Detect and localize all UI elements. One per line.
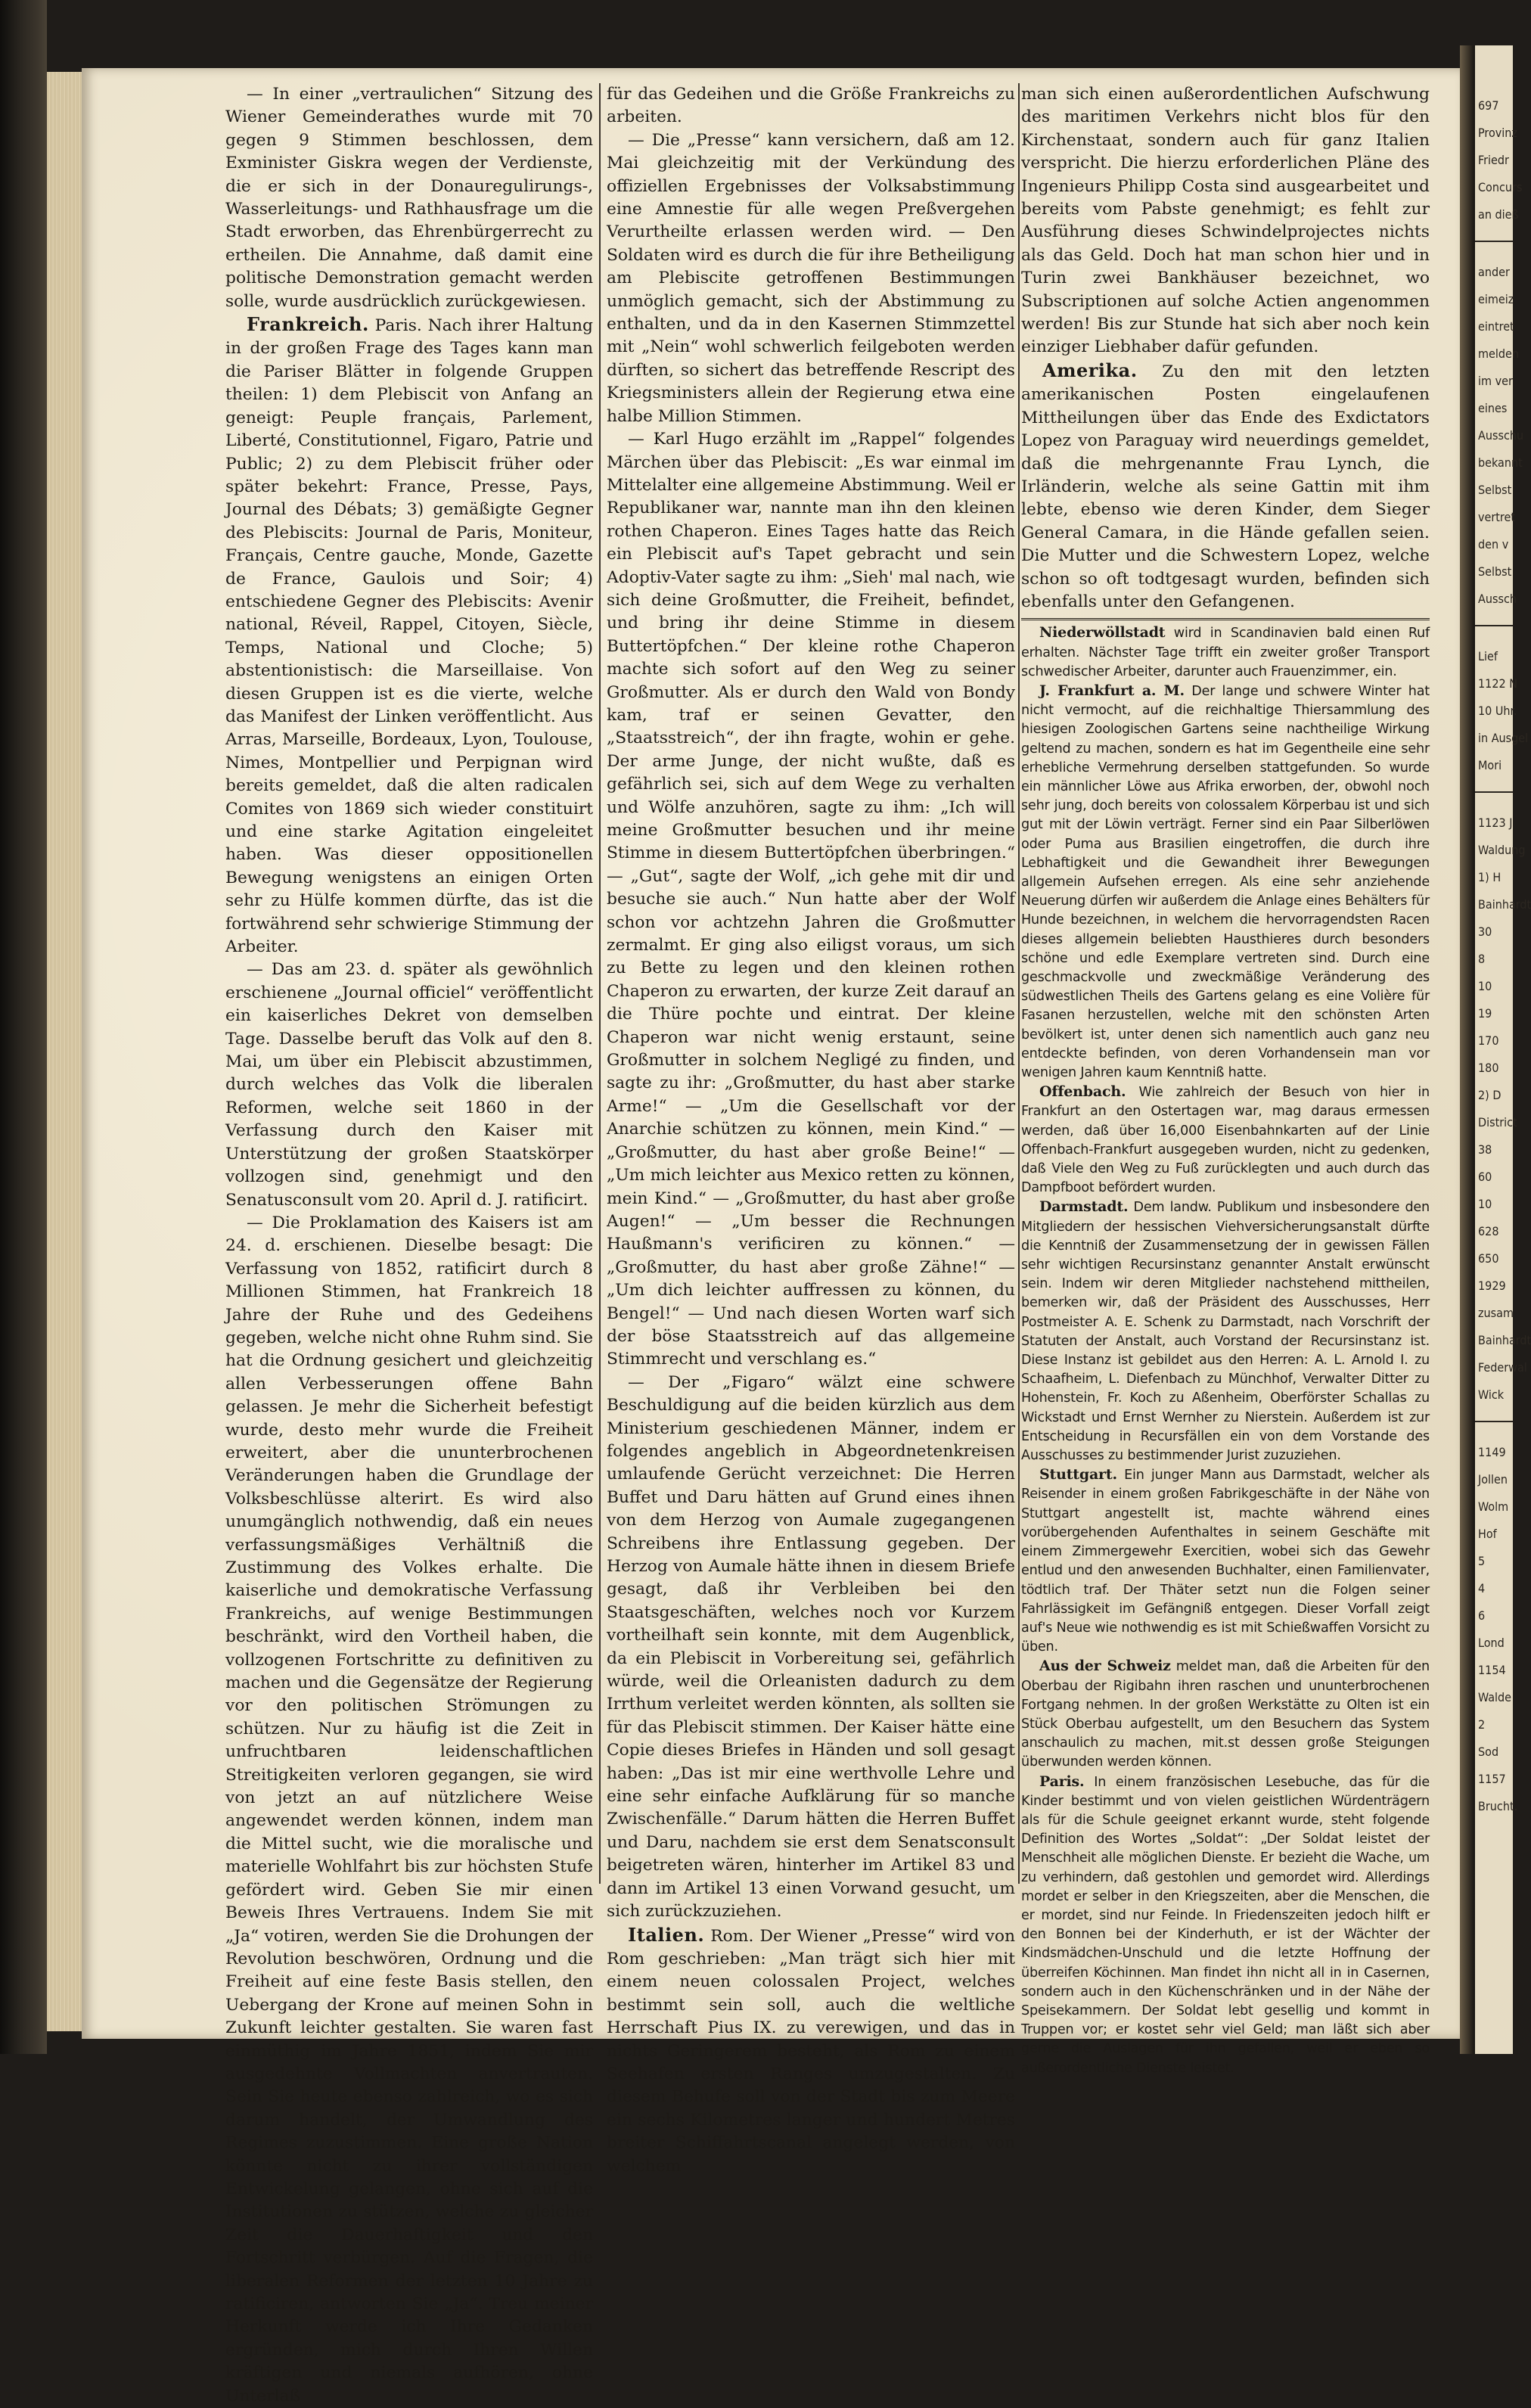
page-gutter	[1460, 45, 1475, 2054]
fragment-text: Wick	[1478, 1387, 1505, 1402]
fragment-text: 1929	[1478, 1279, 1506, 1293]
section-heading: Italien.	[628, 1923, 705, 1946]
fragment-text: 1149	[1478, 1445, 1506, 1459]
fragment-text: 10	[1478, 1197, 1492, 1211]
fragment-text: an dieß	[1478, 207, 1519, 222]
col3_small-paragraph	[1021, 1657, 1430, 1772]
fragment-text: Hof	[1478, 1527, 1497, 1541]
paragraph-text: — Die „Presse“ kann versichern, daß am 12. Mai gleichzeitig mit der Verkündung des offiziellen Ergebnisses der Volksabstimmung eine Amnestie für alle wegen Preßvergehen Verurtheilte erlassen werden wird. — Den Soldaten wird es durch die für ihre Betheiligung am Plebiscite getroffenen Bestimmungen unmöglich gemacht, sich der Abstimmung zu enthalten, und da in den Kasernen Stimmzettel mit „Nein“ wohl schwerlich feilgeboten werden dürften, so sichert das betreffende Rescript des Kriegsministers allein der Regierung etwa eine halbe Million Stimmen.	[607, 130, 1015, 426]
fragment-text: 1123 J	[1478, 816, 1513, 830]
section-heading: Darmstadt.	[1039, 1198, 1129, 1216]
paragraph-text: — Das am 23. d. später als gewöhnlich erschienene „Journal officiel“ veröffentlicht ein kaiserliches Dekret von demselben Tage. Dasselbe beruft das Volk auf den 8. Mai, um über ein Plebiscit abzustimmen, durch welches das Volk die liberalen Reformen, welche seit 1860 in der Verfassung durch den Kaiser mit Unterstützung der großen Staatskörper vollzogen sind, genehmigt und den Senatusconsult vom 20. April d. J. ratificirt.	[225, 960, 593, 1210]
fragment-rule	[1475, 625, 1513, 626]
fragment-text: den v	[1478, 537, 1509, 552]
fragment-text: Waldung	[1478, 843, 1526, 857]
paragraph-text: — In einer „vertraulichen“ Sitzung des Wiener Gemeinderathes wurde mit 70 gegen 9 Stimmen beschlossen, dem Exminister Giskra wegen der Verdienste, die er sich in der Donauregulirungs-, Wasserleitungs- und Rathhausfrage um die Stadt erworben, das Ehrenbürgerrecht zu ertheilen. Die Annahme, daß damit eine politische Demonstration gemacht werden solle, wurde ausdrücklich zurückgewiesen.	[225, 85, 593, 311]
fragment-text: 1154	[1478, 1663, 1506, 1677]
adjacent-page-fragment	[1475, 45, 1531, 2054]
col2-paragraph	[607, 1372, 1015, 1924]
fragment-rule	[1475, 791, 1513, 793]
fragment-text: 2) D	[1478, 1088, 1501, 1102]
fragment-text: Ausschu	[1478, 428, 1524, 443]
fragment-text: vertret	[1478, 510, 1515, 524]
fragment-text: Brucht.	[1478, 1799, 1518, 1813]
fragment-text: 1122 N	[1478, 676, 1517, 691]
col1-paragraph	[225, 313, 593, 959]
fragment-text: eines	[1478, 401, 1508, 415]
fragment-text: eimeiz	[1478, 292, 1514, 306]
col3_small-paragraph	[1021, 1773, 1430, 2078]
paragraph-text: — Der „Figaro“ wälzt eine schwere Beschuldigung auf die beiden kürzlich aus dem Ministerium geschiedenen Männer, indem er folgendes angeblich in Abgeordnetenkreisen umlaufende Gerücht verzeichnet: Die Herren Buffet und Daru hätten auf Grund eines ihnen von dem Herzog von Aumale zugegangenen Schreibens ihre Entlassung gegeben. Der Herzog von Aumale hätte ihnen in diesem Briefe gesagt, daß ihr Verbleiben bei den Staatsgeschäften, welches noch vor Kurzem vortheilhaft sein konnte, mit dem Augenblick, da ein Plebiscit in Vorbereitung sei, gefährlich würde, weil die Orleanisten dadurch zu dem Irrthum verleitet werden könnten, als sollten sie für das Plebiscit stimmen. Der Kaiser hätte eine Copie dieses Briefes in Händen und soll gesagt haben: „Das ist mir eine werthvolle Lehre und eine sehr einfache Aufklärung für so manche Zwischenfälle.“ Darum hätten die Herren Buffet und Daru, nachdem sie erst dem Senatsconsult beigetreten wären, hinterher im Artikel 83 und dann im Artikel 13 einen Vorwand gesucht, um sich zurückzuziehen.	[607, 1372, 1015, 1922]
col2-paragraph	[607, 1924, 1015, 2178]
column-1	[225, 83, 593, 2406]
fragment-text: in Ausgel	[1478, 731, 1529, 745]
fragment-text: Federwal	[1478, 1360, 1527, 1375]
book-binding	[0, 0, 47, 2054]
paragraph-text: — Karl Hugo erzählt im „Rappel“ folgendes Märchen über das Plebiscit: „Es war einmal im Mittelalter eine allgemeine Abstimmung. Weil er Republikaner war, nannte man ihn den kleinen rothen Chaperon. Eines Tages hatte das Reich ein Plebiscit auf's Tapet gebracht und sein Adoptiv-Vater sagte zu ihm: „Sieh' mal nach, wie sich deine Großmutter, die Freiheit, befindet, und bring ihr deine Stimme in diesem Buttertöpfchen.“ Der kleine rothe Chaperon machte sich sofort auf den Weg zu seiner Großmutter. Als er durch den Wald von Bondy kam, traf er seinen Gevatter, den „Staatsstreich“, der ihn fragte, wohin er gehe. Der arme Junge, der nicht wußte, daß es gefährlich sei, sich auf dem Wege zu verhalten und Wölfe anzuhören, sagte zu ihm: „Ich will meine Großmutter besuchen und ihr meine Stimme in diesem Buttertöpfchen überbringen.“ — „Gut“, sagte der Wolf, „ich gehe mit dir und besuche sie auch.“ Nun hatte aber der Wolf schon vor achtzehn Jahren die Großmutter zermalmt. Er ging also eiligst voraus, um sich zu Bette zu legen und den kleinen rothen Chaperon zu erwarten, der kurze Zeit darauf an die Thüre pochte und eintrat. Der kleine Chaperon war nicht wenig erstaunt, seine Großmutter in solchem Negligé zu finden, und sagte zu ihr: „Großmutter, du hast aber starke Arme!“ — „Um die Gesellschaft vor der Anarchie schützen zu können, mein Kind.“ — „Großmutter, du hast aber große Beine!“ — „Um mich leichter aus Mexico retten zu können, mein Kind.“ — „Großmutter, du hast aber große Augen!“ — „Um besser die Rechnungen Haußmann's verificiren zu können.“ — „Großmutter, du hast aber große Zähne!“ — „Um dich leichter auffressen zu können, du Bengel!“ — Und nach diesen Worten warf sich der böse Staatsstreich auf das allgemeine Stimmrecht und verschlang es.“	[607, 430, 1015, 1369]
fragment-text: 2	[1478, 1717, 1486, 1732]
paragraph-text: meldet man, daß die Arbeiten für den Oberbau der Rigibahn ihren raschen und ununterbrochenen Fortgang nehmen. In der großen Werkstätte zu Olten ist ein Stück Oberbau aufgestellt, um den Besuchern das System anschaulich zu machen, mit.st dessen große Steigungen überwunden werden können.	[1021, 1659, 1430, 1770]
column-2	[607, 83, 1015, 2176]
paragraph-text: Ein junger Mann aus Darmstadt, welcher als Reisender in einem großen Fabrikgeschäfte in der Nähe von Stuttgart angestellt ist, machte während eines vorübergehenden Aufenthaltes in seinem Geschäfte mit einem Zimmergewehr Exercitien, wobei sich das Gewehr entlud und den anwesenden Buchhalter, einen Familienvater, tödtlich traf. Der Thäter setzt nun die Folgen seiner Fahrlässigkeit im Gefängniß entgegen. Dieser Vorfall zeigt auf's Neue wie nothwendig es ist mit Schießwaffen Vorsicht zu üben.	[1021, 1468, 1430, 1655]
column-divider-2	[1018, 83, 1020, 1884]
paragraph-text: Wie zahlreich der Besuch von hier in Frankfurt an den Ostertagen war, mag daraus ermessen werden, daß über 16,000 Eisenbahnkarten auf der Linie Offenbach-Frankfurt ausgegeben wurden, nicht zu gedenken, daß Viele den Weg zu Fuß zurücklegten und auch durch das Dampfboot befördert wurden.	[1021, 1085, 1430, 1196]
col2-paragraph	[607, 129, 1015, 428]
fragment-text: 1) H	[1478, 870, 1501, 884]
col3_small-paragraph	[1021, 623, 1430, 682]
fragment-text: Provinz	[1478, 126, 1517, 140]
fragment-text: Wolm	[1478, 1499, 1509, 1514]
fragment-text: Lond	[1478, 1636, 1505, 1650]
paragraph-text: für das Gedeihen und die Größe Frankreichs zu arbeiten.	[607, 85, 1015, 127]
fragment-text: 60	[1478, 1170, 1492, 1184]
col3_small-paragraph	[1021, 1198, 1430, 1465]
section-separator	[1021, 618, 1430, 620]
fragment-text: zusam	[1478, 1306, 1514, 1320]
fragment-text: 650	[1478, 1251, 1499, 1266]
col3_small-paragraph	[1021, 682, 1430, 1083]
fragment-text: ander	[1478, 265, 1510, 279]
fragment-text: 10 Uhr.	[1478, 704, 1517, 718]
paragraph-text: wird in Scandinavien bald einen Ruf erhalten. Nächster Tage trifft ein zweiter großer Transport schwedischer Arbeiter, darunter auch Frauenzimmer, ein.	[1021, 626, 1430, 679]
col3_small-paragraph	[1021, 1083, 1430, 1198]
fragment-text: 6	[1478, 1608, 1486, 1623]
fragment-text: 30	[1478, 924, 1492, 939]
column-3	[1021, 83, 1430, 2076]
fragment-text: Mori	[1478, 758, 1502, 772]
fragment-text: 170	[1478, 1033, 1499, 1048]
fragment-text: Jollen	[1478, 1472, 1508, 1487]
fragment-text: 10	[1478, 979, 1492, 993]
fragment-text: Friedr	[1478, 153, 1509, 167]
col1-paragraph	[225, 959, 593, 1211]
paragraph-text: In einem französischen Lesebuche, das für die Kinder bestimmt und von vielen geistlichen Würdenträgern als für die Schule geeignet erkannt wurde, steht folgende Definition des Wortes „Soldat“: „Der Soldat leistet der Menschheit alle möglichen Dienste. Er bezieht die Wache, um zu verhindern, daß gestohlen und gemordet wird. Allerdings mordet er selber in den Kriegszeiten, aber die Menschen, die er mordet, sind nur Feinde. In Friedenszeiten jedoch hilft er den Bonnen bei der Kinderhuth, er ist der Wächter der Kindsmädchen-Unschuld und die letzte Hoffnung der überreifen Köchinnen. Man findet ihn nicht all in in Casernen, sondern auch in den Küchenschränken und in der Nähe der Speisekammern. Der Soldat lebt gesellig und kommt in Truppen vor; er kostet sehr viel Geld; man läßt sich aber gerne die Auslagen für ihn gefallen, weil er eben so außerordentliche Dienste leistet.	[1021, 1774, 1430, 2076]
fragment-text: 1157	[1478, 1772, 1506, 1786]
col3_small-paragraph	[1021, 1465, 1430, 1657]
fragment-text: Walde	[1478, 1690, 1512, 1704]
fragment-text: 697	[1478, 98, 1499, 113]
fragment-text: 38	[1478, 1142, 1492, 1157]
paragraph-text: Rom. Der Wiener „Presse“ wird von Rom geschrieben: „Man trägt sich hier mit einem neuen colossalen Project, welches bestimmt sein soll, auch die weltliche Herrschaft Pius IX. zu verewigen, und das in nichts Geringerem besteht, als Rom zu einem Seehafen ersten Ranges umzugestalten. Zu diesem Behufe soll von der Stadt bis zum Meere ein sechs Kilometres langer und hundert Metres breiter Schiffahrtscanal angelegt werden, von welchem	[607, 1926, 1015, 2176]
col3-paragraph	[1021, 83, 1430, 359]
fragment-text: Aussch	[1478, 592, 1517, 606]
fragment-text: eintret	[1478, 319, 1514, 334]
fragment-text: im ver	[1478, 374, 1513, 388]
section-heading: Stuttgart.	[1039, 1466, 1117, 1484]
fragment-text: 8	[1478, 952, 1486, 966]
fragment-text: Selbst	[1478, 483, 1512, 497]
fragment-text: 628	[1478, 1224, 1499, 1238]
paragraph-text: Dem landw. Publikum und insbesondere den Mitgliedern der hessischen Viehversicherungsanstalt dürfte die Kenntniß der Zusammensetzung der in gewissen Fällen sehr wichtigen Recursinstanz genannter Anstalt erwünscht sein. Indem wir deren Mitglieder nachstehend mittheilen, bemerken wir, daß der Präsident des Ausschusses, Herr Postmeister A. E. Schenk zu Darmstadt, nach Vorschrift der Statuten der Anstalt, auch Vorstand der Recursinstanz ist. Diese Instanz ist gebildet aus den Herren: A. L. Arnold I. zu Schaafheim, L. Diefenbach zu Münchhof, Verwalter Ditter zu Hohenstein, Fr. Koch zu Aßenheim, Oberförster Schallas zu Wickstadt und Ernst Wernher zu Nierstein. Außerdem ist zur Entscheidung in Recursfällen ein von dem Vorstande des Ausschusses zu bestimmender Jurist zuzuziehen.	[1021, 1200, 1430, 1464]
column-divider-1	[599, 83, 601, 1884]
col3-paragraph	[1021, 359, 1430, 614]
fragment-text: 4	[1478, 1581, 1486, 1595]
fragment-text: bekannt	[1478, 455, 1523, 470]
section-heading: J. Frankfurt a. M.	[1039, 682, 1185, 699]
fragment-rule	[1475, 1421, 1513, 1422]
section-heading: Niederwöllstadt	[1039, 624, 1166, 642]
section-heading: Aus der Schweiz	[1039, 1658, 1171, 1675]
fragment-text: Selbst	[1478, 564, 1512, 579]
col2-paragraph	[607, 428, 1015, 1372]
section-heading: Paris.	[1039, 1773, 1085, 1790]
fragment-text: Sod	[1478, 1745, 1499, 1759]
fragment-text: Bainhardt	[1478, 897, 1531, 912]
fragment-text: melden	[1478, 346, 1520, 361]
paragraph-text: Zu den mit den letzten amerikanischen Posten eingelaufenen Mittheilungen über das Ende des Exdictators Lopez von Paraguay wird neuerdings gemeldet, daß die mehrgenannte Frau Lynch, die Irländerin, welche als seine Gattin mit ihm lebte, ebenso wie deren Kinder, dem Sieger General Camara, in die Hände gefallen seien. Die Mutter und die Schwestern Lopez, welche schon so oft todtgesagt wurden, befinden sich ebenfalls unter den Gefangenen.	[1021, 362, 1430, 611]
paragraph-text: — Die Proklamation des Kaisers ist am 24. d. erschienen. Dieselbe besagt: Die Verfassung von 1852, ratificirt durch 8 Millionen Stimmen, hat Frankreich 18 Jahre der Ruhe und des Gedeihens gegeben, welche nicht ohne Ruhm sind. Sie hat die Ordnung gesichert und gleichzeitig allen Verbesserungen offene Bahn gelassen. Je mehr die Sicherheit befestigt wurde, desto mehr wurde die Freiheit erweitert, aber die ununterbrochenen Veränderungen haben die Grundlage der Volksbeschlüsse alterirt. Es wird also unumgänglich nothwendig, daß ein neues verfassungsmäßiges Verhältniß die Zustimmung des Volkes erhalte. Die kaiserliche und demokratische Verfassung Frankreichs, auf wenige Bestimmungen beschränkt, wird den Vortheil haben, die vollzogenen Fortschritte zu definitiven zu machen und die Gegensätze der Regierung vor den politischen Strömungen zu schützen. Nur zu häufig ist die Zeit in unfruchtbaren leidenschaftlichen Streitigkeiten verloren gegangen, sie wird von jetzt an auf nützlichere Weise angewendet werden können, indem man die Mittel sucht, wie die moralische und materielle Wohlfahrt bis zur höchsten Stufe gefördert wird. Geben Sie mir einen Beweis Ihres Vertrauens. Indem Sie mit „Ja“ votiren, werden Sie die Drohungen der Revolution beschwören, Ordnung und die Freiheit auf eine feste Basis stellen, den Uebergang der Krone auf meinen Sohn in Zukunft leichter gestalten. Sie waren fast einmüthig im Jahre 1851, indem Sie mir ausgedehnte Vollmachten anvertrauten. Sein Sie heute ebenso zahlreich, wo es sich darum handelt, der Umwandlung des Regimes zuzustimmen. Eine große Nation könnte nicht zu ihrer vollständigen Entwickelung gelangen, ohne sich auf die Institutionen zu stützen, welche zu gleicher Zeit die Dauerhaftigkeit und den Fortschritt verbürgen. Auf die Fragen, die liberalen Reformen der letzten 10 Jahre zu ratificiren, antworten Sie „Ja“. Treu meiner Herkunft werde ich Ihre Gedanken ergründen, mich durch Ihren Willen kräftigen und niemals aufhören, ohne Unterlaß	[225, 1213, 593, 2406]
fragment-text: Lief	[1478, 649, 1498, 663]
fragment-text: 180	[1478, 1061, 1499, 1075]
fragment-text: 5	[1478, 1554, 1486, 1568]
fragment-text: District	[1478, 1115, 1517, 1129]
col1-paragraph	[225, 1212, 593, 2408]
paragraph-text: Der lange und schwere Winter hat nicht vermocht, auf die reichhaltige Thiersammlung des hiesigen Zoologischen Gartens seine nachtheilige Wirkung geltend zu machen, sondern es hat im Gegentheile eine sehr erhebliche Vermehrung derselben stattgefunden. So wurde ein männlicher Löwe aus Afrika erworben, der, obwohl noch sehr jung, doch bereits von colossalem Körperbau ist und sich gut mit der Löwin verträgt. Ferner sind ein Paar Silberlöwen oder Puma aus Brasilien eingetroffen, die durch ihre Lebhaftigkeit und die Gewandheit ihrer Bewegungen allgemein Aufsehen erregen. Als eine sehr anziehende Neuerung dürfen wir außerdem die Anlage eines Behälters für Hunde bezeichnen, in welchem die hervorragendsten Racen dieses allgemein beliebten Hausthieres durch besonders schöne und edle Exemplare vertreten sind. Durch eine geschmackvolle und zweckmäßige Veränderung des südwestlichen Theils des Gartens gelang es eine Volière für Fasanen herzustellen, welche mit den schönsten Arten bevölkert ist, unter denen sich namentlich auch ganz neu entdeckte befinden, von deren Vorhandensein man vor wenigen Jahren kaum Kenntniß hatte.	[1021, 683, 1430, 1081]
paragraph-text: man sich einen außerordentlichen Aufschwung des maritimen Verkehrs nicht blos für den Kirchenstaat, sondern auch für ganz Italien verspricht. Die hierzu erforderlichen Pläne des Ingenieurs Philipp Costa sind ausgearbeitet und bereits vom Pabste genehmigt; es fehlt zur Ausführung dieses Schwindelprojectes nichts als das Geld. Doch hat man schon hier und in Turin zwei Bankhäuser bezeichnet, wo Subscriptionen auf solche Actien angenommen werden! Bis zur Stunde hat sich aber noch kein einziger Liebhaber dafür gefunden.	[1021, 85, 1430, 357]
section-heading: Amerika.	[1042, 359, 1138, 381]
fragment-text: Bainhardt	[1478, 1333, 1531, 1347]
page-edges	[47, 72, 83, 2031]
fragment-rule	[1475, 241, 1513, 242]
fragment-text: Concurs	[1478, 180, 1523, 194]
paragraph-text: Paris. Nach ihrer Haltung in der großen Frage des Tages kann man die Pariser Blätter in folgende Gruppen theilen: 1) dem Plebiscit von Anfang an geneigt: Peuple français, Parlement, Liberté, Constitutionnel, Figaro, Patrie und Public; 2) zu dem Plebiscit früher oder später bekehrt: France, Presse, Pays, Journal des Débats; 3) gemäßigte Gegner des Plebiscits: Journal de Paris, Moniteur, Français, Centre gauche, Monde, Gazette de France, Gaulois und Soir; 4) entschiedene Gegner des Plebiscits: Avenir national, Réveil, Rappel, Citoyen, Siècle, Temps, National und Cloche; 5) abstentionistisch: die Marseillaise. Von diesen Gruppen ist es die vierte, welche das Manifest der Linken veröffentlicht. Aus Arras, Marseille, Bordeaux, Lyon, Toulouse, Nimes, Montpellier und Perpignan wird bereits gemeldet, daß die alten radicalen Comites von 1869 sich wieder constituirt und eine starke Agitation eingeleitet haben. Was dieser oppositionellen Bewegung wenigstens an einigen Orten sehr zu Hülfe kommen dürfte, das ist die fortwährend sehr schwierige Stimmung der Arbeiter.	[225, 316, 593, 957]
fragment-text: 19	[1478, 1006, 1492, 1021]
col2-paragraph	[607, 83, 1015, 129]
col1-paragraph	[225, 83, 593, 313]
section-heading: Frankreich.	[247, 313, 369, 336]
section-heading: Offenbach.	[1039, 1083, 1126, 1101]
